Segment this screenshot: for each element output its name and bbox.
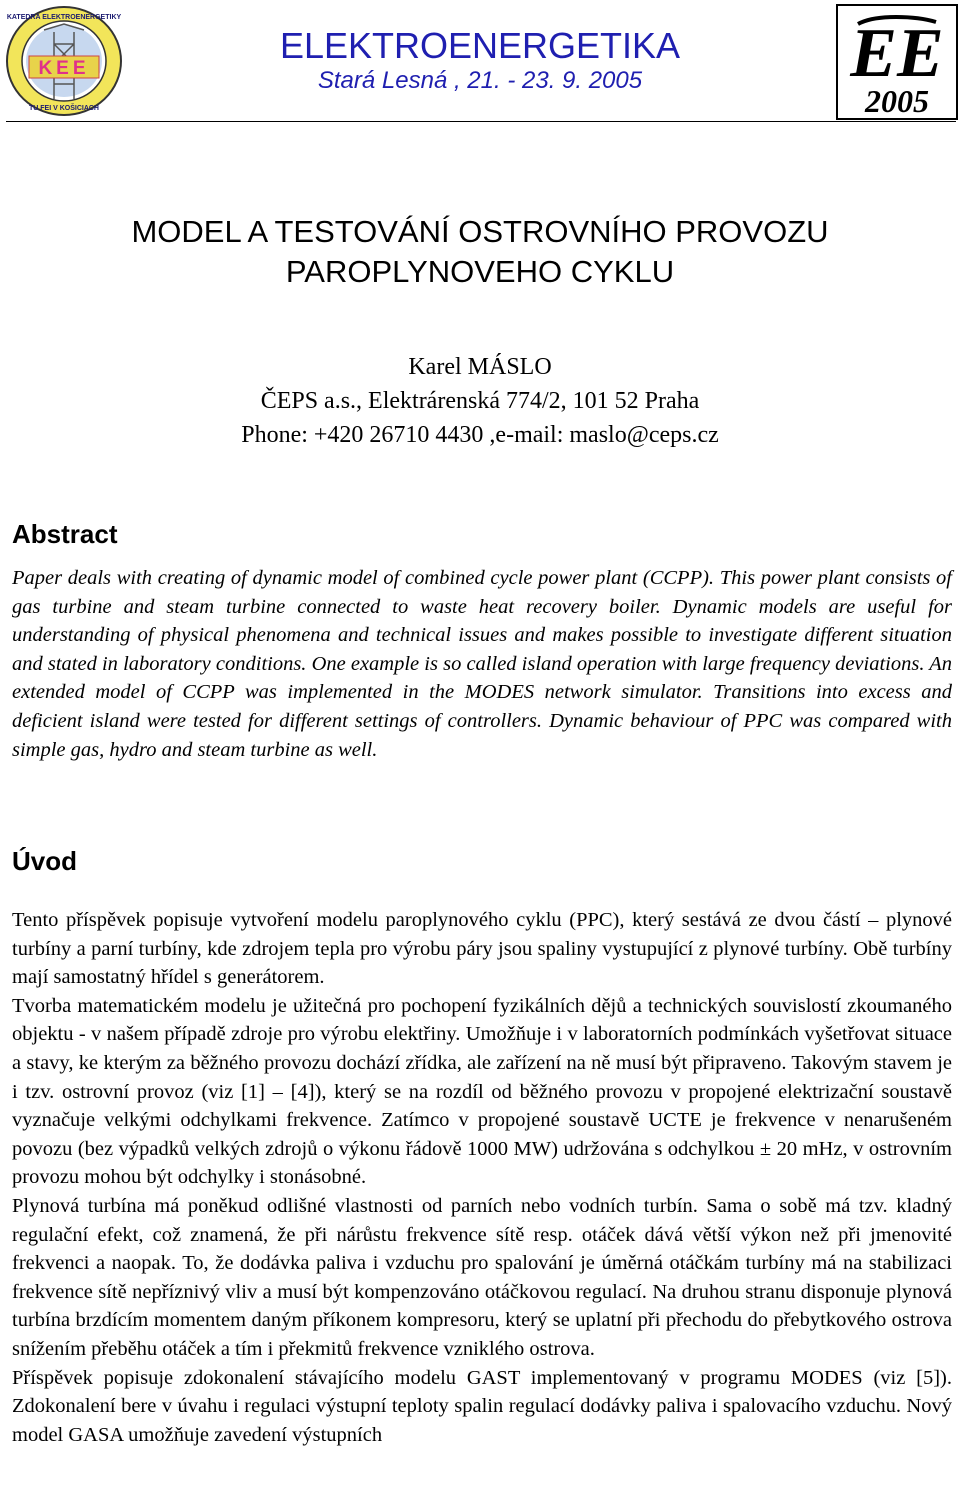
- title-line-1: MODEL A TESTOVÁNÍ OSTROVNÍHO PROVOZU: [131, 214, 829, 249]
- intro-paragraph: Plynová turbína má poněkud odlišné vlastnosti od parních nebo vodních turbín. Sama o sobě má tzv. kladný regulační efekt, což znamená, že při nárůstu frekvence sítě resp. otáček dává větší výkon než při jmenovité frekvenci a naopak. To, že dodávka paliva i vzduchu pro spalování je úměrná otáčkám turbíny má na stabilizaci frekvence sítě nepříznivý vliv a musí být kompenzováno otáčkovou regulací. Na druhou stranu disponuje plynová turbína brzdícím momentem daným příkonem kompresoru, který se uplatní při přechodu do přebytkového ostrova snížením přeběhu otáček a tím i překmitů frekvence vzniklého ostrova.: [12, 1194, 952, 1360]
- intro-heading: Úvod: [12, 846, 77, 876]
- author-name: Karel MÁSLO: [408, 354, 552, 380]
- kee-logo-icon: [4, 4, 124, 119]
- svg-text:KEE: KEE: [38, 58, 90, 79]
- conference-header: [0, 0, 960, 122]
- intro-paragraph: Příspěvek popisuje zdokonalení stávajícího modelu GAST implementovaný v programu MODES (viz [5]). Zdokonalení bere v úvahu i regulaci výstupní teploty spalin regulací dodávky paliva i spalovacího vzduchu. Nový model GASA umožňuje zavedení výstupních: [12, 1366, 952, 1446]
- author-contact: Phone: +420 26710 4430 ,e-mail: maslo@ceps.cz: [241, 422, 719, 448]
- svg-text:KATEDRA ELEKTROENERGETIKY: KATEDRA ELEKTROENERGETIKY: [6, 14, 122, 21]
- intro-body: [12, 906, 952, 1449]
- svg-text:TU FEI V KOŠICIACH: TU FEI V KOŠICIACH: [28, 105, 100, 112]
- author-affiliation: ČEPS a.s., Elektrárenská 774/2, 101 52 Praha: [260, 388, 700, 414]
- author-block: [0, 350, 960, 452]
- intro-paragraph: Tvorba matematickém modelu je užitečná pro pochopení fyzikálních dějů a technických souvislostí zkoumaného objektu - v našem případě zdroje pro výrobu elektřiny. Umožňuje i v laboratorních podmínkách vyšetřovat situace a stavy, ke kterým za běžného provozu dochází zřídka, ale zařízení na ně musí být připraveno. Takovým stavem je i tzv. ostrovní provoz (viz [1] – [4]), který se na rozdíl od běžného provozu v propojené elektrizační soustavě vyznačuje velkými odchylkami frekvence. Zatímco v propojené soustavě UCTE je frekvence v nenarušeném povozu (bez výpadků velkých zdrojů o výkonu řádově 1000 MW) udržována s odchylkou ± 20 mHz, v ostrovním provozu mohou být odchylky i stonásobné.: [12, 994, 952, 1189]
- intro-paragraph: Tento příspěvek popisuje vytvoření modelu paroplynového cyklu (PPC), který sestává ze dvou částí – plynové turbíny a parní turbíny, kde zdrojem tepla pro výrobu páry jsou spaliny vystupující z plynové turbíny. Obě turbíny mají samostatný hřídel s generátorem.: [12, 909, 952, 989]
- abstract-text: Paper deals with creating of dynamic model of combined cycle power plant (CCPP). This power plant consists of gas turbine and steam turbine connected to waste heat recovery boiler. Dynamic models are useful for understanding of physical phenomena and technical issues and makes possible to investigate different situation and stated in laboratory conditions. One example is so called island operation with large frequency deviations. An extended model of CCPP was implemented in the MODES network simulator. Transitions into excess and deficient island were tested for different settings of controllers. Dynamic behaviour of PPC was compared with simple gas, hydro and steam turbine as well.: [12, 567, 952, 761]
- header-divider: [6, 121, 956, 122]
- svg-text:EE: EE: [850, 15, 944, 92]
- paper-title: [0, 212, 960, 292]
- conference-name: ELEKTROENERGETIKA: [279, 25, 681, 66]
- conference-place-date: Stará Lesná , 21. - 23. 9. 2005: [317, 67, 643, 94]
- ee-2005-logo-icon: [836, 4, 958, 120]
- title-line-2: PAROPLYNOVEHO CYKLU: [285, 254, 675, 289]
- svg-text:2005: 2005: [865, 83, 929, 119]
- abstract-heading: Abstract: [12, 519, 118, 549]
